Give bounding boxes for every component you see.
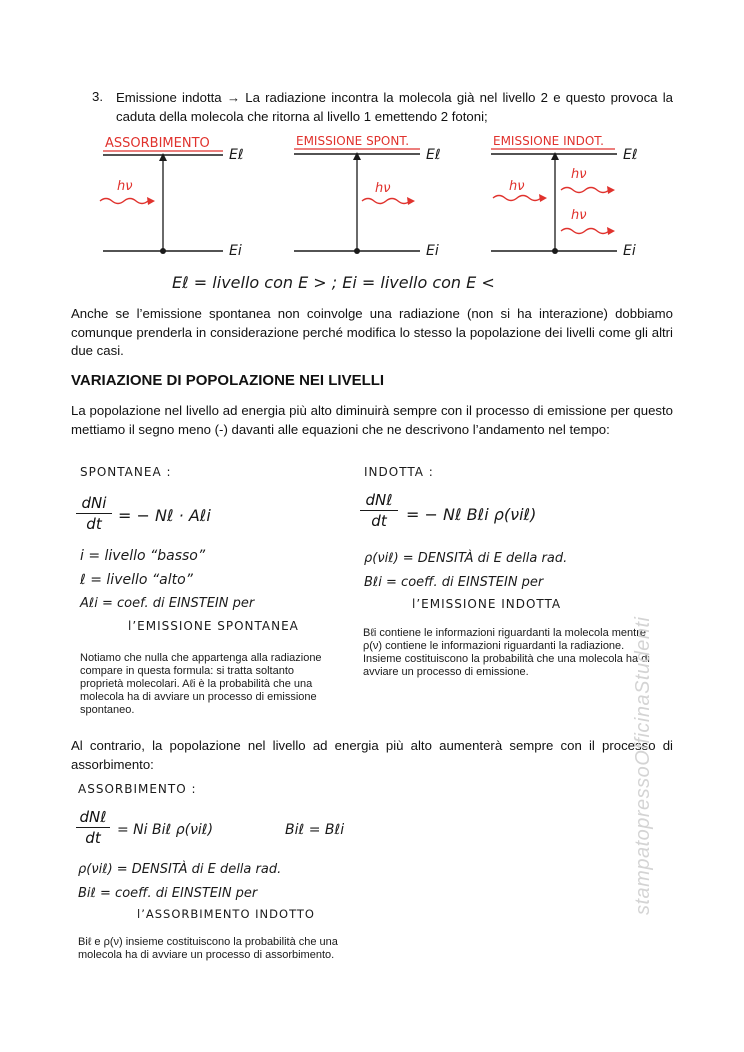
indotta-note: Bℓi contiene le informazioni riguardanti la molecola mentre ρ(ν) contiene le informazioni riguardanti la radiazione. Insieme costituiscono la probabilità che una molecola ha di avviare un processo di emissione. — [363, 627, 650, 678]
photon-label: hν — [571, 208, 587, 223]
photon-label: hν — [509, 179, 525, 194]
assorbimento-def-1: ρ(νiℓ) = DENSITÀ di E della rad. — [78, 862, 282, 877]
item3-body: La radiazione incontra la molecola già nel livello 2 e questo provoca la caduta della molecola che ritorna al livello 1 emettendo 2 fotoni; — [116, 90, 673, 124]
section-title: VARIAZIONE DI POPOLAZIONE NEI LIVELLI — [71, 372, 385, 389]
photon-label: hν — [375, 181, 391, 196]
assorbimento-note: Biℓ e ρ(ν) insieme costituiscono la probabilità che una molecola ha di avviare un processo di assorbimento. — [78, 936, 338, 961]
fraction-numerator: dNi — [81, 494, 107, 512]
list-number: 3. — [92, 89, 103, 104]
panel-emissione-spontanea — [294, 134, 441, 259]
panel-assorbimento — [100, 136, 244, 259]
panel-title: ASSORBIMENTO — [105, 136, 210, 151]
upper-level-label: Eℓ — [229, 147, 244, 163]
lower-level-label: Ei — [623, 243, 636, 259]
watermark: stampatopressoOfficinaStudenti — [632, 616, 654, 915]
spontanea-def-3: Aℓi = coef. di EINSTEIN per — [80, 596, 255, 611]
item3-title: Emissione indotta — [116, 90, 222, 105]
spontanea-note: Notiamo che nulla che appartenga alla radiazione compare in questa formula: si tratta soltanto proprietà molecolari. Aℓi è la probabilità che una molecola ha di avviare un processo di emissione spontaneo. — [80, 652, 322, 716]
assorbimento-equality: Biℓ = Bℓi — [285, 822, 345, 838]
assorbimento-def-2: Biℓ = coeff. di EINSTEIN per — [78, 886, 258, 901]
indotta-fraction — [360, 491, 398, 530]
photon-label: hν — [117, 179, 133, 194]
lower-level-label: Ei — [426, 243, 439, 259]
assorbimento-label: ASSORBIMENTO : — [78, 782, 197, 796]
spontanea-def-1: i = livello “basso” — [80, 548, 206, 564]
panel-emissione-indotta — [491, 134, 638, 259]
fraction-denominator: dt — [371, 512, 387, 531]
spontanea-equation-rhs: = − Nℓ · Aℓi — [118, 506, 211, 525]
paragraph-absorption: Al contrario, la popolazione nel livello ad energia più alto aumenterà sempre con il processo di assorbimento: — [71, 738, 673, 772]
fraction-numerator: dNℓ — [79, 808, 107, 826]
fraction-numerator: dNℓ — [365, 491, 393, 509]
upper-level-label: Eℓ — [426, 147, 441, 163]
indotta-label: INDOTTA : — [364, 465, 434, 479]
item3-text — [116, 89, 673, 126]
indotta-def-1: ρ(νiℓ) = DENSITÀ di E della rad. — [364, 551, 568, 566]
lower-level-label: Ei — [229, 243, 242, 259]
spontanea-fraction — [76, 494, 112, 533]
fraction-denominator: dt — [85, 829, 101, 848]
panel-title: EMISSIONE INDOT. — [493, 134, 604, 148]
indotta-equation-rhs: = − Nℓ Bℓi ρ(νiℓ) — [406, 505, 537, 524]
assorbimento-def-3: l’ASSORBIMENTO INDOTTO — [137, 907, 315, 921]
energy-level-diagram — [95, 128, 655, 298]
indotta-def-3: l’EMISSIONE INDOTTA — [412, 597, 562, 611]
upper-level-label: Eℓ — [623, 147, 638, 163]
spontanea-def-2: ℓ = livello “alto” — [80, 572, 193, 588]
assorbimento-equation-rhs: = Ni Biℓ ρ(νiℓ) — [117, 822, 214, 838]
spontanea-label: SPONTANEA : — [80, 465, 172, 479]
paragraph-emission: La popolazione nel livello ad energia più alto diminuirà sempre con il processo di emissione per questo mettiamo il segno meno (-) davanti alle equazioni che ne descrivono l’andamento nel tempo: — [71, 403, 673, 437]
diagram-legend: Eℓ = livello con E > ; Ei = livello con E < — [172, 273, 495, 292]
assorbimento-fraction — [76, 808, 110, 847]
fraction-denominator: dt — [86, 515, 102, 534]
photon-label: hν — [571, 167, 587, 182]
paragraph-spontanea: Anche se l’emissione spontanea non coinvolge una radiazione (non si ha interazione) dobbiamo comunque prenderla in considerazione perché modifica lo stesso la popolazione dei livelli come gli altri due casi. — [71, 306, 673, 358]
arrow-icon: → — [226, 90, 241, 105]
panel-title: EMISSIONE SPONT. — [296, 134, 410, 148]
spontanea-def-4: l’EMISSIONE SPONTANEA — [128, 619, 299, 633]
indotta-def-2: Bℓi = coeff. di EINSTEIN per — [364, 575, 544, 590]
